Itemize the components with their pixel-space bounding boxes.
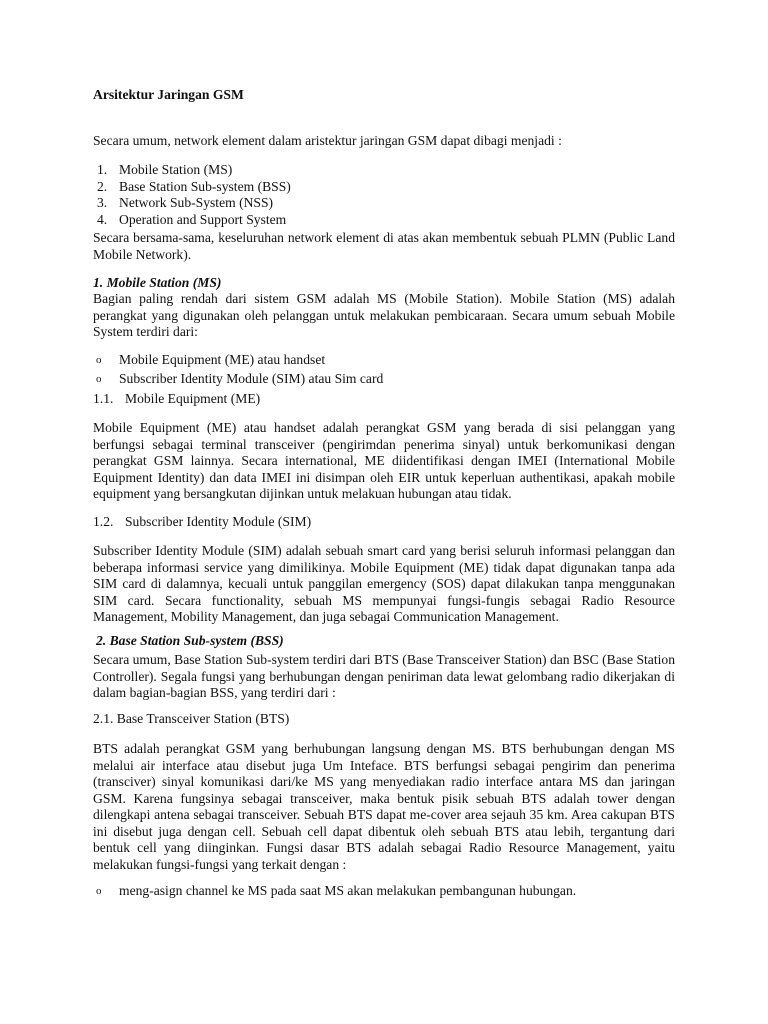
list-item: o Mobile Equipment (ME) atau handset bbox=[96, 352, 326, 367]
me-heading: 1.1. Mobile Equipment (ME) bbox=[93, 391, 261, 406]
list-item: o meng-asign channel ke MS pada saat MS akan melakukan pembangunan hubungan. bbox=[96, 883, 577, 898]
plmn-paragraph: Secara bersama-sama, keseluruhan network element di atas akan membentuk sebuah PLMN (Public Land Mobile Network). bbox=[93, 230, 675, 262]
bts-function-list bbox=[93, 883, 675, 900]
ms-paragraph: Bagian paling rendah dari sistem GSM adalah MS (Mobile Station). Mobile Station (MS) adalah perangkat yang digunakan oleh pelanggan untuk melakukan pembicaraan. Secara umum sebuah Mobile System terdiri dari: bbox=[93, 291, 675, 339]
ms-heading: 1. Mobile Station (MS) bbox=[93, 275, 222, 290]
sim-paragraph: Subscriber Identity Module (SIM) adalah sebuah smart card yang berisi seluruh informasi pelanggan dan beberapa informasi service yang dimilikinya. Mobile Equipment (ME) tidak dapat digunakan tanpa ada SIM card di dalamnya, kecuali untuk panggilan emergency (SOS) dapat dilakukan tanpa menggunakan SIM card. Secara functionality, sebuah MS mempunyai fungsi-fungis sebagai Radio Resource Management, Mobility Management, dan juga sebagai Communication Management. bbox=[93, 543, 675, 624]
sim-heading: 1.2. Subscriber Identity Module (SIM) bbox=[93, 514, 312, 529]
intro-paragraph: Secara umum, network element dalam aristektur jaringan GSM dapat dibagi menjadi : bbox=[93, 133, 562, 148]
list-item: 3. Network Sub-System (NSS) bbox=[97, 195, 274, 210]
bss-heading: 2. Base Station Sub-system (BSS) bbox=[96, 633, 284, 648]
document-title: Arsitektur Jaringan GSM bbox=[93, 87, 244, 102]
ms-component-list bbox=[93, 352, 675, 387]
list-item: 2. Base Station Sub-system (BSS) bbox=[97, 178, 291, 194]
me-paragraph: Mobile Equipment (ME) atau handset adalah perangkat GSM yang berada di sisi pelanggan yang berfungsi sebagai terminal transceiver (pengirimdan penerima sinyal) untuk berkomunikasi dengan perangkat GSM lainnya. Secara international, ME diidentifikasi dengan IMEI (International Mobile Equipment Identity) dan data IMEI ini disimpan oleh EIR untuk keperluan authentikasi, apakah mobile equipment yang bersangkutan dijinkan untuk melakuan hubungan atau tidak. bbox=[93, 420, 675, 501]
network-element-list bbox=[93, 162, 675, 228]
list-item: o Subscriber Identity Module (SIM) atau Sim card bbox=[96, 370, 384, 386]
list-item: 4. Operation and Support System bbox=[97, 211, 287, 227]
bts-paragraph: BTS adalah perangkat GSM yang berhubungan langsung dengan MS. BTS berhubungan dengan MS melalui air interface atau disebut juga Um Inteface. BTS berfungsi sebagai pengirim dan penerima (transciver) sinyal komunikasi dari/ke MS yang menyediakan radio interface antara MS dan jaringan GSM. Karena fungsinya sebagai transceiver, maka bentuk pisik sebuah BTS adalah tower dengan dilengkapi antena sebagai transceiver. Sebuah BTS dapat me-cover area sejauh 35 km. Area cakupan BTS ini disebut juga dengan cell. Sebuah cell dapat dibentuk oleh sebuah BTS atau lebih, tergantung dari bentuk cell yang diinginkan. Fungsi dasar BTS adalah sebagai Radio Resource Management, yaitu melakukan fungsi-fungsi yang terkait dengan : bbox=[93, 741, 675, 872]
bts-heading: 2.1. Base Transceiver Station (BTS) bbox=[93, 711, 290, 726]
bss-paragraph: Secara umum, Base Station Sub-system terdiri dari BTS (Base Transceiver Station) dan BSC (Base Station Controller). Segala fungsi yang berhubungan dengan peniriman data lewat gelombang radio dikerjakan di dalam bagian-bagian BSS, yang terdiri dari : bbox=[93, 652, 675, 700]
list-item: 1. Mobile Station (MS) bbox=[97, 162, 233, 177]
